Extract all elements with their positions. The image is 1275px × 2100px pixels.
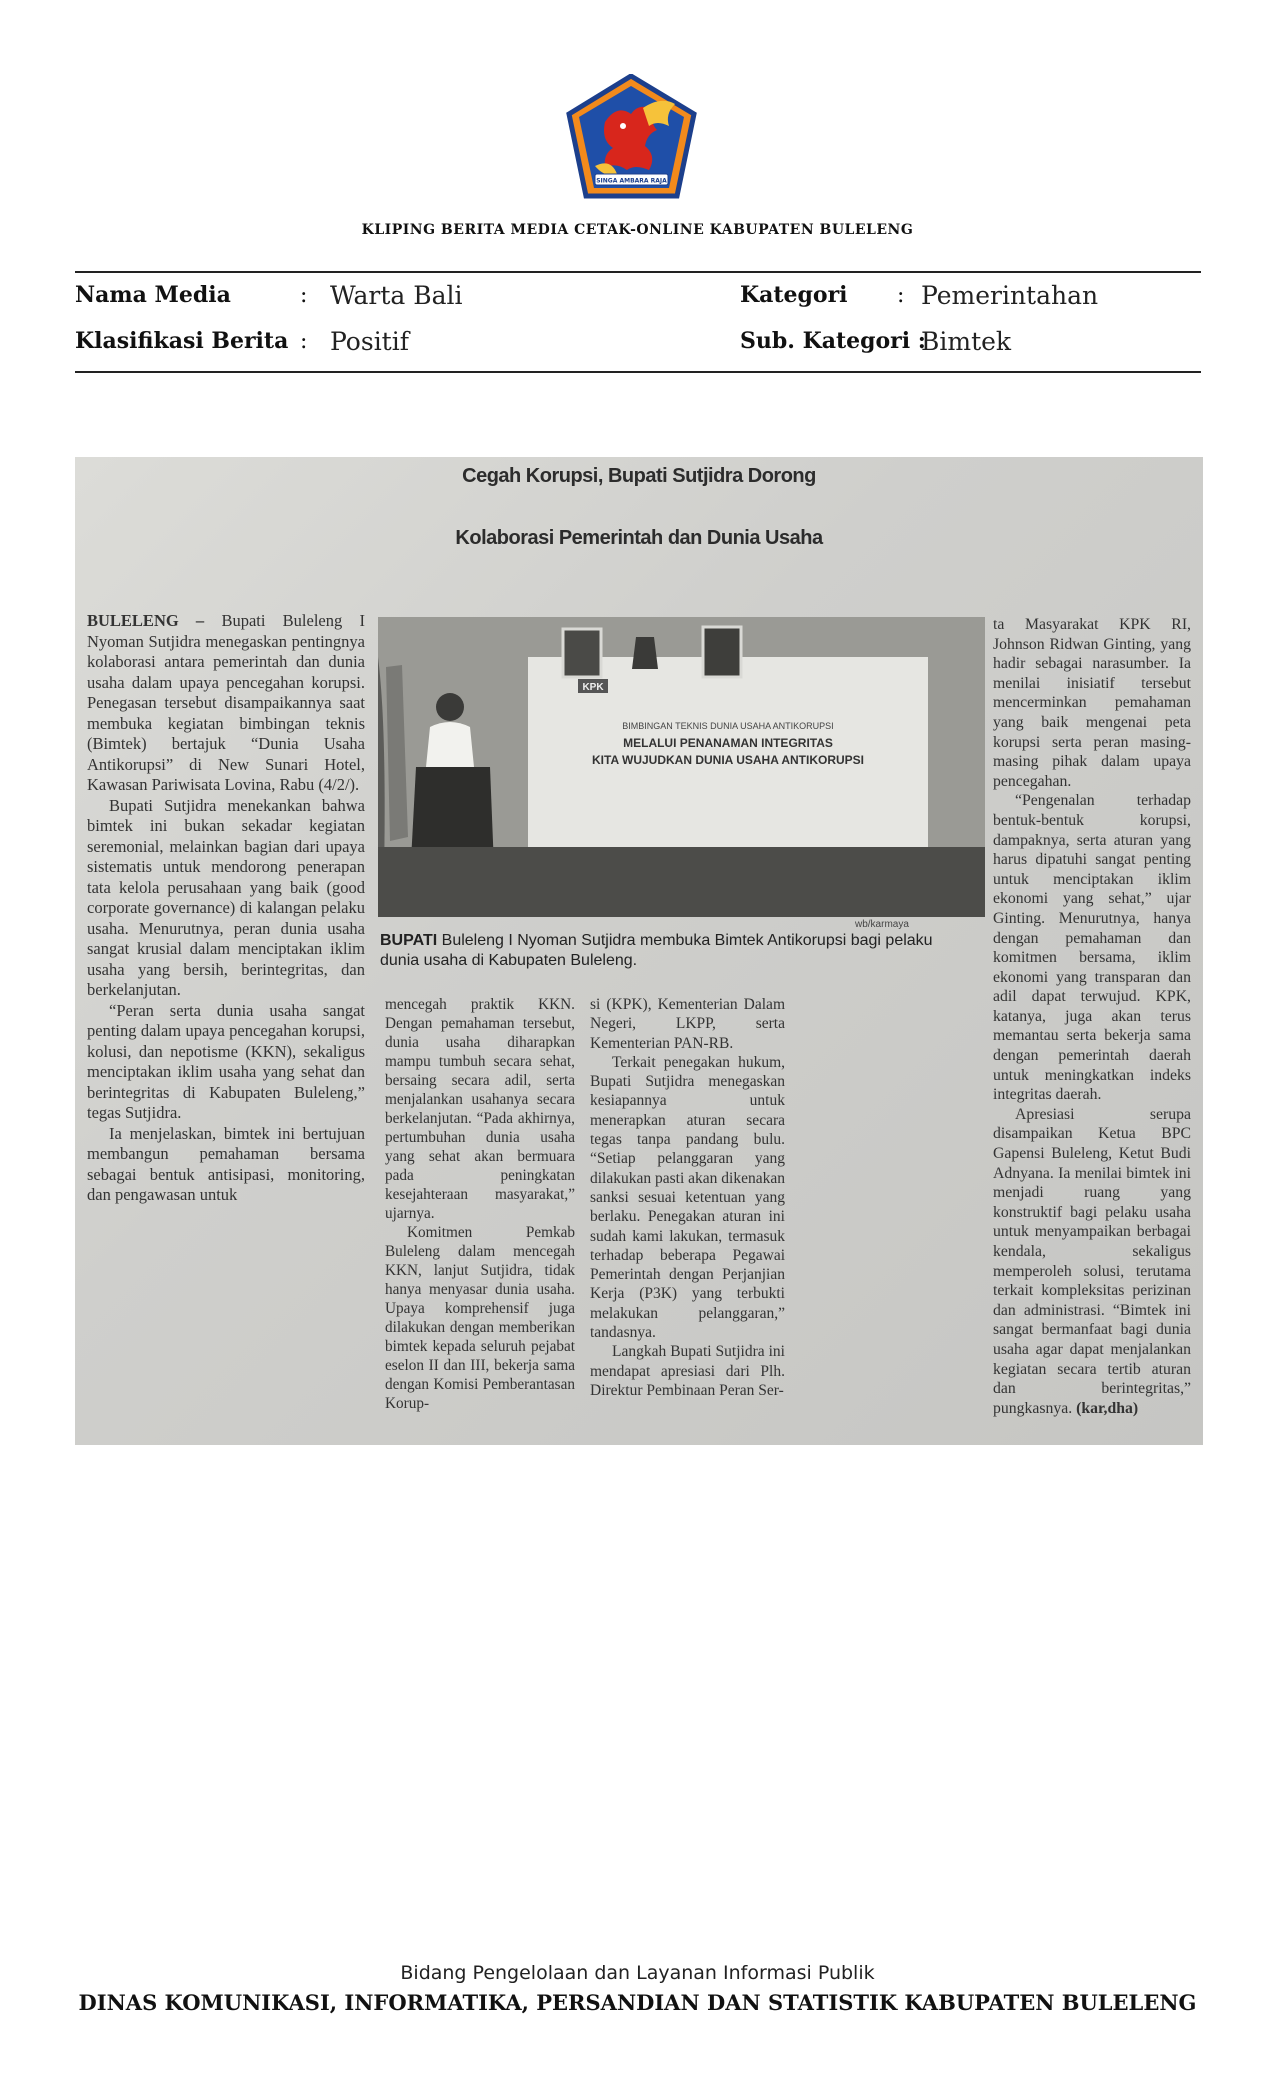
kpk-logo-text: KPK [582,682,604,693]
clipping-title: KLIPING BERITA MEDIA CETAK-ONLINE KABUPATEN BULELENG [361,222,914,238]
event-photo [378,617,985,917]
paragraph-12 [993,1105,1191,1419]
caption-lead: BUPATI [380,932,438,949]
klasifikasi-colon: : [300,329,308,354]
paragraph-11: “Pengenalan terhadap bentuk-bentuk korupsi, dampaknya, serta aturan yang harus dipatuhi sangat penting untuk menciptakan iklim ekonomi yang sehat,” ujar Ginting. Menurutnya, hanya dengan pemahaman dan komitmen bersama, iklim ekonomi yang transparan dan adil dapat terwujud. KPK, katanya, juga akan terus memantau serta bekerja sama dengan pemerintah daerah untuk meningkatkan indeks integritas daerah. [993,792,1191,1104]
paragraph-9: Langkah Bupati Sutjidra ini mendapat apresiasi dari Plh. Direktur Pembinaan Peran Ser- [590,1343,785,1399]
klasifikasi-label: Klasifikasi Berita [75,328,289,354]
klasifikasi-value: Positif [330,327,409,356]
article-column-2 [385,995,575,1413]
subkategori-value: Bimtek [921,327,1012,356]
signoff: (kar,dha) [1076,1399,1139,1417]
banner-line-3: KITA WUJUDKAN DUNIA USAHA ANTIKORUPSI [592,753,864,767]
media-colon: : [300,283,308,308]
kategori-colon: : [897,283,905,308]
kategori-value: Pemerintahan [921,281,1099,310]
event-photo-illustration [378,617,985,917]
footer-agency: DINAS KOMUNIKASI, INFORMATIKA, PERSANDIAN DAN STATISTIK KABUPATEN BULELENG [78,1990,1197,2015]
photo-caption [380,931,940,971]
paragraph-6: Komitmen Pemkab Buleleng dalam mencegah KKN, lanjut Sutjidra, tidak hanya menyasar dunia usaha. Upaya komprehensif juga dilakukan dengan memberikan bimtek kepada seluruh pejabat eselon II dan III, bekerja sama dengan Komisi Pemberantasan Korup- [385,1224,575,1412]
subkategori-label: Sub. Kategori : [740,328,926,354]
paragraph-4: Ia menjelaskan, bimtek ini bertujuan membangun pemahaman bersama sebagai bentuk antisipasi, monitoring, dan pengawasan untuk [87,1123,365,1204]
paragraph-2: Bupati Sutjidra menekankan bahwa bimtek ini bukan sekadar kegiatan seremonial, melainkan bagian dari upaya sistematis untuk mendorong penerapan tata kelola perusahaan yang baik (good corporate governance) di kalangan pelaku usaha. Menurutnya, peran dunia usaha sangat krusial dalam menciptakan iklim usaha yang bersih, berintegritas, dan berkelanjutan. [87,795,365,999]
media-label: Nama Media [75,282,231,308]
paragraph-1: Bupati Buleleng I Nyoman Sutjidra menegaskan pentingnya kolaborasi antara pemerintah dan dunia usaha dalam upaya pencegahan korupsi. Penegasan tersebut disampaikannya saat membuka kegiatan bimbingan teknis (Bimtek) bertajuk “Dunia Usaha Antikorupsi” di New Sunari Hotel, Kawasan Pariwisata Lovina, Rabu (4/2/). [87,611,365,794]
banner-line-1: BIMBINGAN TEKNIS DUNIA USAHA ANTIKORUPSI [622,721,834,731]
banner-line-2: MELALUI PENANAMAN INTEGRITAS [623,736,833,750]
paragraph-3: “Peran serta dunia usaha sangat penting dalam upaya pencegahan korupsi, kolusi, dan nepotisme (KKN), sekaligus menciptakan iklim usaha yang sehat dan berintegritas di Kabupaten Buleleng,” tegas Sutjidra. [87,1000,365,1122]
media-value: Warta Bali [330,281,463,310]
meta-rule [75,371,1201,373]
article-column-4 [993,615,1191,1418]
paragraph-10: ta Masyarakat KPK RI, Johnson Ridwan Ginting, yang hadir sebagai narasumber. Ia menilai inisiatif tersebut mencerminkan pemahaman yang baik mengenai peta korupsi serta peran masing-masing pihak dalam upaya pencegahan. [993,616,1191,790]
paragraph-8: Terkait penegakan hukum, Bupati Sutjidra menegaskan kesiapannya untuk menerapkan aturan secara tegas tanpa pandang bulu. “Setiap pelanggaran yang dilakukan pasti akan dikenakan sanksi sesuai ketentuan yang berlaku. Penegakan aturan ini sudah kami lakukan, termasuk terhadap beberapa Pegawai Pemerintah dengan Perjanjian Kerja (P3K) yang terbukti melakukan pelanggaran,” tandasnya. [590,1053,785,1342]
paragraph-12-text: Apresiasi serupa disampaikan Ketua BPC Gapensi Buleleng, Ketut Budi Adnyana. Ia menilai bimtek ini menjadi ruang yang konstruktif bagi pelaku usaha untuk menyampaikan berbagai kendala, sekaligus memperoleh solusi, terutama terkait kompleksitas perizinan dan administrasi. “Bimtek ini sangat bermanfaat bagi dunia usaha agar dapat menjalankan kegiatan secara tertib aturan dan berintegritas,” pungkasnya. [993,1105,1191,1417]
emblem-motto: SINGA AMBARA RAJA [596,177,667,185]
buleleng-regency-emblem [565,74,698,200]
kategori-label: Kategori [740,282,848,308]
headline-line-2: Kolaborasi Pemerintah dan Dunia Usaha [455,527,823,549]
footer-division: Bidang Pengelolaan dan Layanan Informasi Publik [400,1962,875,1984]
newspaper-clipping [75,457,1203,1445]
dateline: BULELENG – [87,611,205,630]
paragraph-7: si (KPK), Kementerian Dalam Negeri, LKPP, serta Kementerian PAN-RB. [590,996,785,1052]
photo-credit: wb/karmaya [855,919,909,930]
article-column-3 [590,995,785,1400]
paragraph-5: mencegah praktik KKN. Dengan pemahaman tersebut, dunia usaha diharapkan mampu tumbuh secara sehat, bersaing secara adil, serta menjalankan usahanya secara berkelanjutan. “Pada akhirnya, pertumbuhan dunia usaha yang sehat akan bermuara pada peningkatan kesejahteraan masyarakat,” ujarnya. [385,996,575,1222]
headline-line-1: Cegah Korupsi, Bupati Sutjidra Dorong [462,465,816,487]
article-column-1 [87,611,365,1206]
title-rule [75,271,1201,273]
caption-text: Buleleng I Nyoman Sutjidra membuka Bimtek Antikorupsi bagi pelaku dunia usaha di Kabupaten Buleleng. [380,932,933,969]
